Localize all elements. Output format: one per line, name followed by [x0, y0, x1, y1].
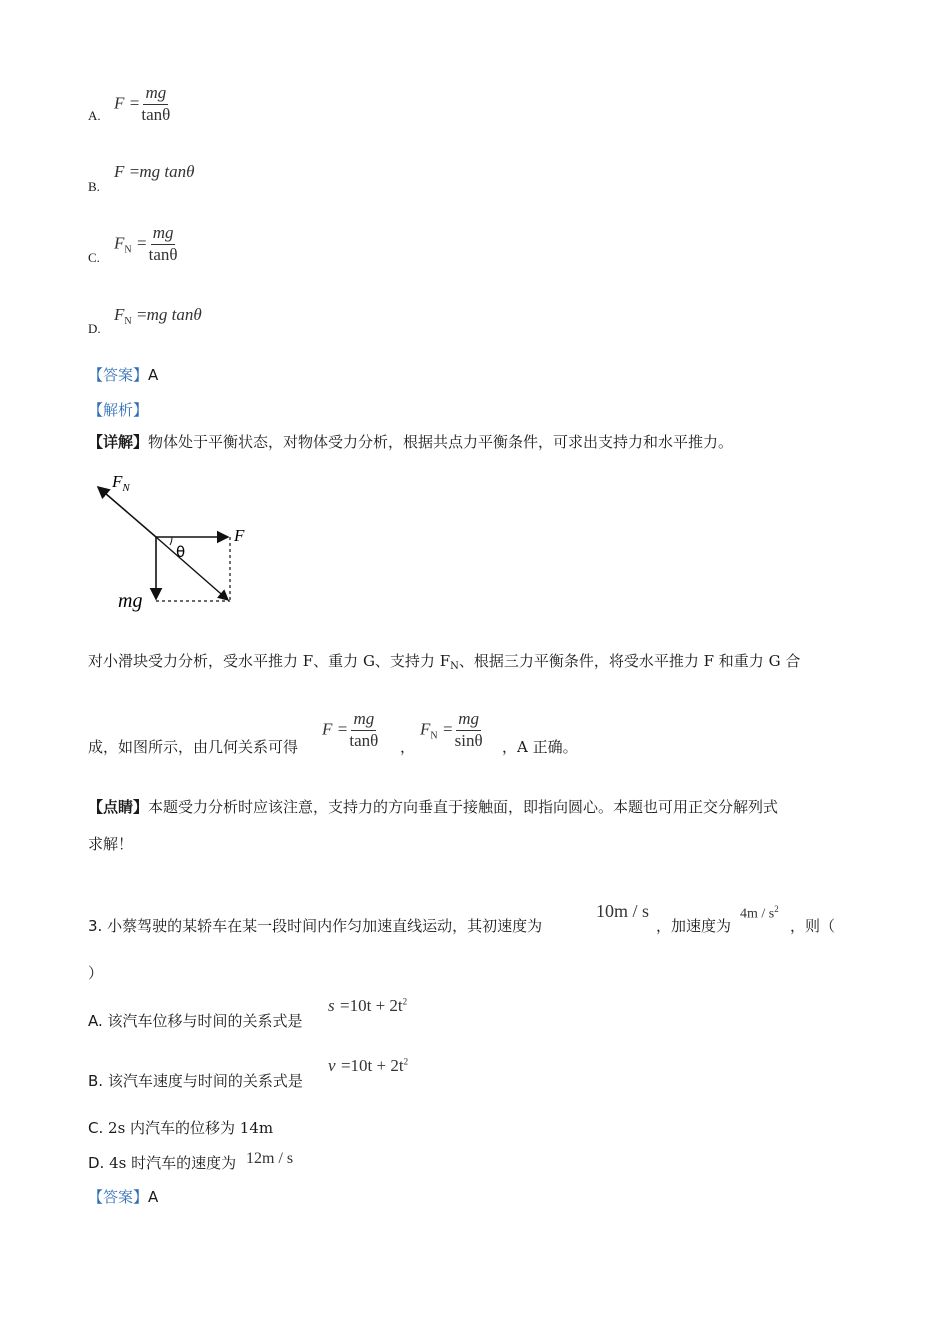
- option-b-formula: F =mg tanθ: [114, 162, 195, 181]
- f-label: F: [234, 526, 245, 545]
- option-a-formula: F = $\frac{mg}{\tan\theta}$: [114, 83, 171, 124]
- option-c-formula: $F_N$ = $\frac{mg}{\tan\theta}$: [114, 223, 178, 264]
- option-b-label: B.: [88, 179, 100, 194]
- q3-stem: 3. 小蔡驾驶的某轿车在某一段时间内作匀加速直线运动，其初速度为 10m / s ，加速度为 $4m / s^2$ ，则（: [88, 901, 836, 935]
- analysis-line: [88, 399, 148, 420]
- q3-option-a: A. 该汽车位移与时间的关系式是 $s =10t + 2t^2$: [88, 996, 408, 1030]
- comment-line-2: 求解！: [88, 835, 134, 853]
- analysis-tag: 【解析】: [88, 401, 149, 419]
- detail-line: [88, 431, 733, 452]
- detail-tag: 【详解】: [88, 433, 149, 451]
- normal-force-arrow: [98, 487, 156, 537]
- comment-tag: 【点睛】: [88, 798, 149, 816]
- q3-v0: 10m / s: [596, 901, 650, 921]
- answer-line-1: [88, 364, 158, 385]
- answer-value: A: [148, 366, 159, 384]
- force-diagram: [90, 463, 260, 613]
- answer2-tag: 【答案】: [88, 1188, 149, 1206]
- detail-text: 物体处于平衡状态，对物体受力分析，根据共点力平衡条件，可求出支持力和水平推力。: [148, 433, 734, 451]
- explain-line-2: 成，如图所示，由几何关系可得 F = $\frac{mg}{\tan\theta}$ ， $F_N$ = $\frac{mg}{\sin\theta}$ ，A 正确。: [88, 709, 578, 756]
- fn-label: $F_N$: [112, 472, 130, 494]
- q3-option-b: B. 该汽车速度与时间的关系式是 $v =10t + 2t^2$: [88, 1056, 409, 1090]
- option-d-formula: $F_N =mg$ tanθ: [114, 305, 202, 327]
- comment-line-1: 【点睛】本题受力分析时应该注意，支持力的方向垂直于接触面，即指向圆心。本题也可用正交分解列式: [88, 798, 779, 816]
- answer-line-2: [88, 1186, 158, 1207]
- option-d-label: D.: [88, 321, 101, 336]
- option-a-label: A.: [88, 108, 101, 123]
- angle-arc: [170, 537, 172, 545]
- answer2-value: A: [148, 1188, 159, 1206]
- resultant-arrow: [156, 537, 228, 600]
- q3-option-c: C. 2s 内汽车的位移为 14m: [88, 1119, 274, 1137]
- q3-close: ）: [88, 964, 104, 982]
- option-c-label: C.: [88, 250, 100, 265]
- formula-fn: $F_N$ = $\frac{mg}{\sin\theta}$: [420, 709, 483, 750]
- answer-tag: 【答案】: [88, 366, 149, 384]
- q3-acc: $4m / s^2$: [740, 904, 779, 922]
- mg-label: mg: [118, 590, 143, 612]
- theta-label: θ: [176, 543, 186, 561]
- q3-number: 3.: [88, 917, 103, 935]
- q3-option-d: D. 4s 时汽车的速度为 12m / s: [88, 1150, 294, 1172]
- formula-f: F = $\frac{mg}{\tan\theta}$: [322, 709, 379, 750]
- explain-line-1: 对小滑块受力分析，受水平推力 F、重力 G、支持力 $F_N$、根据三力平衡条件，将受水平推力 F 和重力 G 合: [88, 652, 801, 672]
